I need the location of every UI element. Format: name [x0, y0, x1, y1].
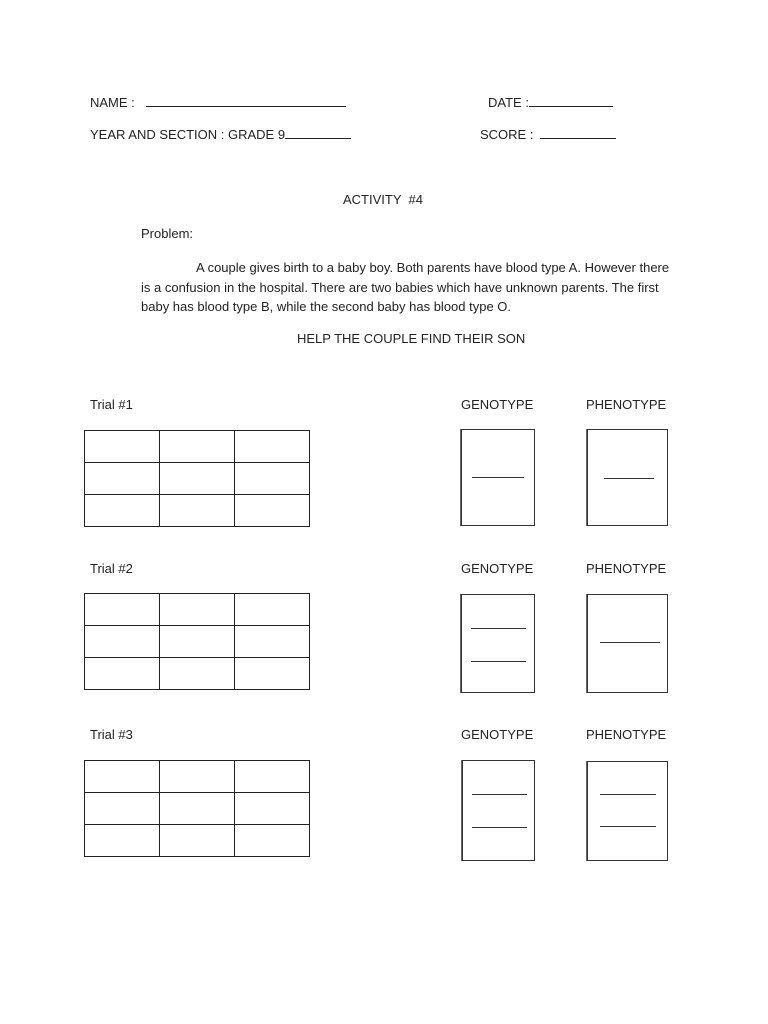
punnett-cell[interactable]: [85, 495, 160, 527]
punnett-cell[interactable]: [235, 658, 310, 690]
punnett-cell[interactable]: [160, 761, 235, 793]
punnett-cell[interactable]: [235, 431, 310, 463]
genotype-blank: [472, 794, 527, 795]
punnett-cell[interactable]: [85, 431, 160, 463]
trial-1-phenotype-box[interactable]: [587, 429, 668, 526]
punnett-cell[interactable]: [235, 626, 310, 658]
phenotype-blank: [600, 794, 656, 795]
punnett-cell[interactable]: [85, 594, 160, 626]
year-section-row: [90, 126, 351, 143]
punnett-cell[interactable]: [85, 463, 160, 495]
punnett-cell[interactable]: [85, 626, 160, 658]
phenotype-blank: [600, 826, 656, 827]
trial-3-phenotype-label: PHENOTYPE: [586, 727, 667, 742]
trial-2-genotype-label: GENOTYPE: [461, 561, 534, 576]
problem-label: Problem:: [141, 226, 194, 241]
year-section-blank[interactable]: [285, 126, 351, 139]
punnett-cell[interactable]: [160, 626, 235, 658]
punnett-cell[interactable]: [235, 594, 310, 626]
trial-3-genotype-label: GENOTYPE: [461, 727, 534, 742]
trial-2-phenotype-box[interactable]: [587, 594, 668, 693]
date-blank[interactable]: [529, 94, 613, 107]
activity-title: ACTIVITY #4: [343, 192, 423, 207]
problem-text-body: A couple gives birth to a baby boy. Both parents have blood type A. However there is a confusion in the hospital. There are two babies which have unknown parents. The first baby has blood type B, while the second baby has blood type O.: [141, 260, 670, 314]
punnett-cell[interactable]: [85, 825, 160, 857]
genotype-blank: [472, 827, 527, 828]
trial-2-phenotype-label: PHENOTYPE: [586, 561, 667, 576]
name-row: [90, 94, 346, 111]
date-row: [488, 94, 613, 111]
punnett-cell[interactable]: [235, 761, 310, 793]
punnett-cell[interactable]: [235, 793, 310, 825]
genotype-blank: [472, 477, 524, 478]
trial-1-genotype-box[interactable]: [461, 429, 535, 526]
punnett-cell[interactable]: [85, 793, 160, 825]
trial-3-punnett-square: [84, 760, 310, 857]
punnett-cell[interactable]: [160, 431, 235, 463]
genotype-blank: [471, 661, 526, 662]
score-blank[interactable]: [540, 126, 616, 139]
score-row: [480, 126, 616, 143]
trial-1-phenotype-label: PHENOTYPE: [586, 397, 667, 412]
punnett-cell[interactable]: [85, 658, 160, 690]
genotype-blank: [471, 628, 526, 629]
punnett-cell[interactable]: [235, 825, 310, 857]
phenotype-blank: [600, 642, 660, 643]
trial-2-punnett-square: [84, 593, 310, 690]
punnett-cell[interactable]: [160, 658, 235, 690]
trial-2-label: Trial #2: [90, 561, 133, 576]
punnett-cell[interactable]: [160, 594, 235, 626]
instruction: HELP THE COUPLE FIND THEIR SON: [297, 331, 526, 346]
name-blank[interactable]: [146, 94, 346, 107]
punnett-cell[interactable]: [235, 463, 310, 495]
name-label: NAME :: [90, 95, 135, 110]
punnett-cell[interactable]: [160, 495, 235, 527]
punnett-cell[interactable]: [160, 825, 235, 857]
trial-2-genotype-box[interactable]: [461, 594, 535, 693]
year-section-label: YEAR AND SECTION : GRADE 9: [90, 127, 286, 142]
punnett-cell[interactable]: [160, 463, 235, 495]
date-label: DATE :: [488, 95, 529, 110]
punnett-cell[interactable]: [85, 761, 160, 793]
trial-3-label: Trial #3: [90, 727, 133, 742]
phenotype-blank: [604, 478, 654, 479]
trial-3-genotype-box[interactable]: [462, 760, 535, 861]
score-label: SCORE :: [480, 127, 534, 142]
trial-1-punnett-square: [84, 430, 310, 527]
trial-3-phenotype-box[interactable]: [587, 761, 668, 861]
punnett-cell[interactable]: [235, 495, 310, 527]
trial-1-genotype-label: GENOTYPE: [461, 397, 534, 412]
problem-text: [141, 258, 681, 317]
punnett-cell[interactable]: [160, 793, 235, 825]
trial-1-label: Trial #1: [90, 397, 133, 412]
